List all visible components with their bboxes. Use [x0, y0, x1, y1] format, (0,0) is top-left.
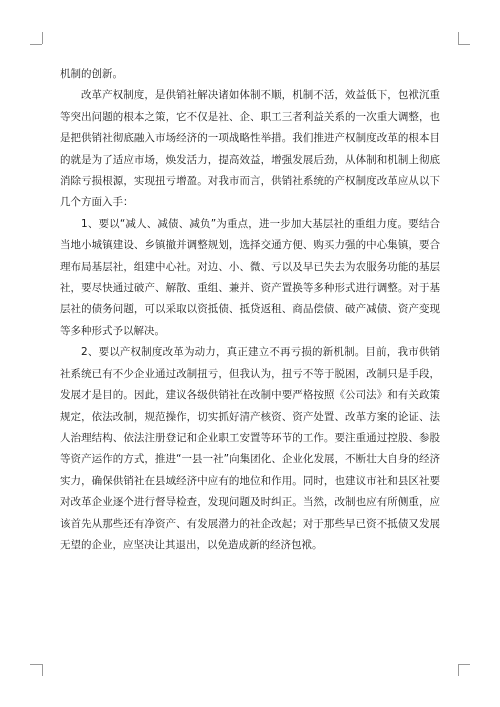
crop-mark-bottom-left-v — [42, 664, 43, 676]
crop-mark-bottom-right-h — [458, 664, 470, 665]
crop-mark-bottom-right-v — [458, 664, 459, 676]
paragraph-continuation: 机制的创新。 — [60, 68, 123, 80]
crop-mark-top-right-v — [458, 32, 459, 44]
crop-mark-bottom-left-h — [30, 664, 42, 665]
paragraph-property-rights-reform: 改革产权制度，是供销社解决诸如体制不顺，机制不活，效益低下，包袱沉重等突出问题的根本之策，它不仅是社、企、职工三者利益关系的一次重大调整，也是把供销社彻底融入市场经济的一项战略性举措。我们推进产权制度改革的根本目的就是为了适应市场，焕发活力，提高效益，增强发展后劲，从体制和机制上彻底消除亏损根源，实现扭亏增盈。对我市而言，供销社系统的产权制度改革应从以下几个方面入手： — [60, 89, 440, 209]
crop-mark-top-left-v — [42, 32, 43, 44]
crop-mark-top-right-h — [458, 44, 470, 45]
crop-mark-top-left-h — [30, 44, 42, 45]
document-body — [60, 64, 440, 556]
paragraph-point-2: 2、要以产权制度改革为动力，真正建立不再亏损的新机制。目前，我市供销社系统已有不少企业通过改制扭亏，但我认为，扭亏不等于脱困，改制只是手段，发展才是目的。因此，建议各级供销社在改制中要严格按照《公司法》和有关政策规定，依法改制，规范操作，切实抓好清产核资、资产处置、改革方案的论证、法人治理结构、依法注册登记和企业职工安置等环节的工作。要注重通过控股、参股等资产运作的方式，推进“一县一社”向集团化、企业化发展，不断壮大自身的经济实力，确保供销社在县域经济中应有的地位和作用。同时，也建议市社和县区社要对改革企业逐个进行督导检查，发现问题及时纠正。当然，改制也应有所侧重，应该首先从那些还有净资产、有发展潜力的社企改起；对于那些早已资不抵债又发展无望的企业，应坚决让其退出，以免造成新的经济包袱。 — [60, 346, 440, 551]
paragraph-point-1: 1、要以“减人、减债、减负”为重点，进一步加大基层社的重组力度。要结合当地小城镇建设、乡镇撤并调整规划，选择交通方便、购买力强的中心集镇，要合理布局基层社，组建中心社。对边、小、微、亏以及早已失去为农服务功能的基层社，要尽快通过破产、解散、重组、兼并、资产置换等多种形式进行调整。对于基层社的债务问题，可以采取以资抵债、抵贷返租、商品偿债、破产减债、资产变现等多种形式予以解决。 — [60, 217, 440, 337]
